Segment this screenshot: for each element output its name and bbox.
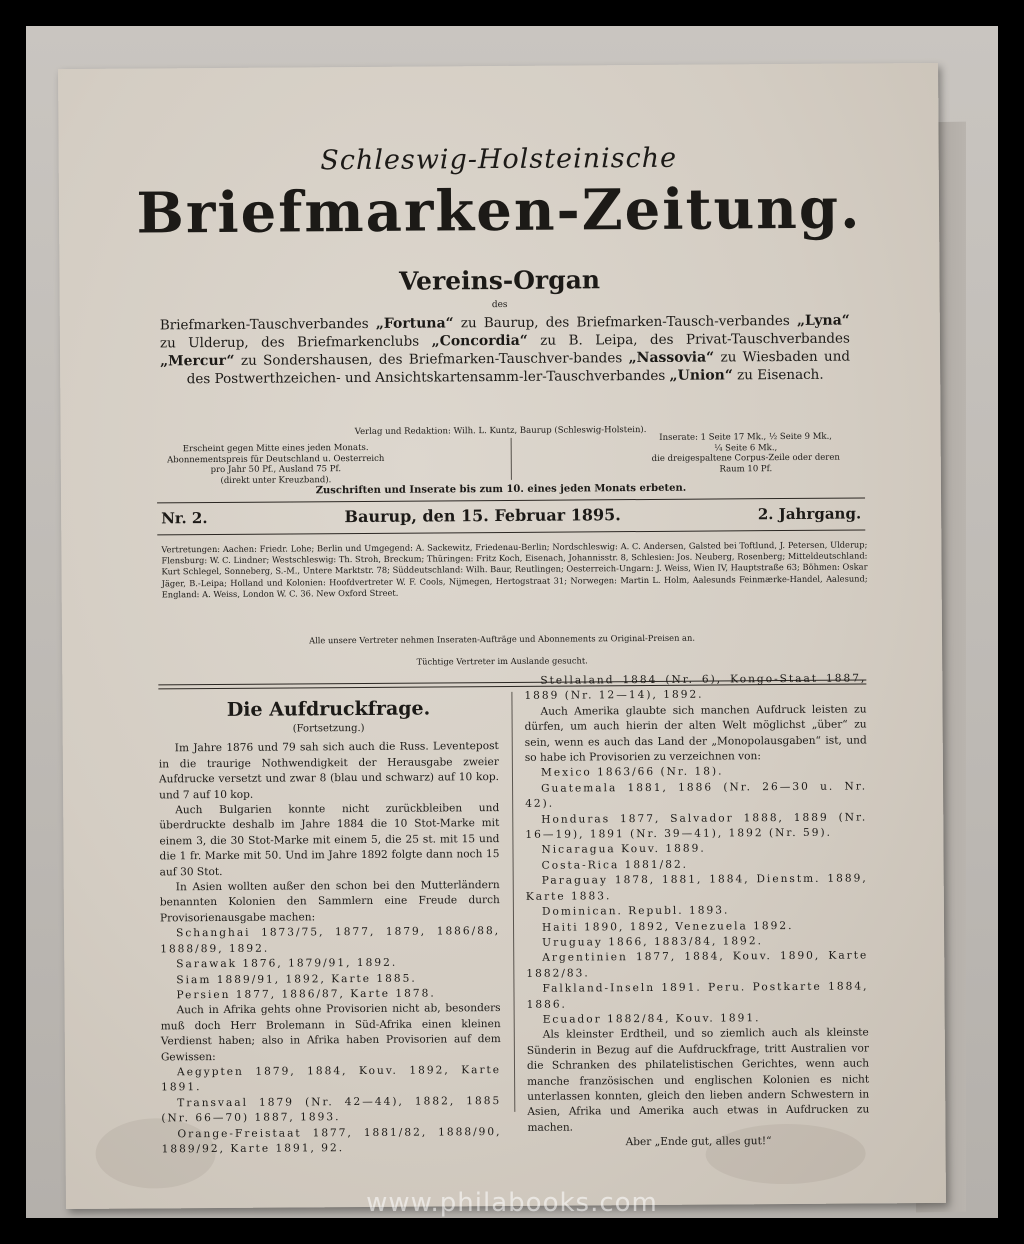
column-divider <box>511 692 515 1112</box>
article-list-entry: Stellaland 1884 (Nr. 6), Kongo-Staat 1887, 1889 (Nr. 12—14), 1892. <box>524 672 867 703</box>
article-list-entry: Uruguay 1866, 1883/84, 1892. <box>542 935 764 949</box>
org-lyna: „Lyna“ <box>796 312 850 329</box>
newspaper-page <box>58 63 946 1209</box>
note-line: ¼ Seite 6 Mk., <box>714 442 778 454</box>
org-text-part: zu Eisenach. <box>737 366 824 384</box>
article-list-entry: Persien 1877, 1886/87, Karte 1878. <box>176 987 436 1002</box>
rule-top <box>157 497 865 503</box>
org-text-part: zu Ulderup, des Briefmarkenclubs <box>159 333 420 352</box>
article-list-entry: Argentinien 1877, 1884, Kouv. 1890, Karte 1882/83. <box>526 949 869 980</box>
issue-number: Nr. 2. <box>161 509 208 528</box>
article-column-right <box>524 671 869 1151</box>
org-concordia: „Concordia“ <box>431 332 528 350</box>
article-list-entry: Mexico 1863/66 (Nr. 18). <box>540 765 724 780</box>
article-list-entry: Transvaal 1879 (Nr. 42—44), 1882, 1885 (Nr. 66—70) 1887, 1893. <box>161 1094 502 1125</box>
article-list-entry: Schanghai 1873/75, 1877, 1879, 1886/88, 1888/89, 1892. <box>160 925 501 956</box>
article-paragraph: Im Jahre 1876 und 79 sah sich auch die Russ. Leventepost in die traurige Nothwendigkeit der Herausgabe zweier Aufdrucke versetzt und zwar 8 (blau und schwarz) auf 10 kop. und 7 auf 10 kop. <box>158 740 500 802</box>
masthead-title: Briefmarken-Zeitung. <box>136 175 862 247</box>
article-list-entry: Siam 1889/91, 1892, Karte 1885. <box>176 972 417 986</box>
org-text-part: zu Sondershausen, des Briefmarken-Tauschver-bandes <box>240 350 623 369</box>
article-list-entry: Haiti 1890, 1892, Venezuela 1892. <box>541 919 794 934</box>
issue-volume: 2. Jahrgang. <box>757 504 862 524</box>
watermark: www.philabooks.com <box>366 1188 658 1218</box>
article-paragraph: Auch in Afrika gehts ohne Provisorien nicht ab, besonders muß doch Herr Brolemann in Süd-Afrika einen kleinen Verdienst haben; also in Afrika haben Provisorien auf dem Gewissen: <box>160 1002 501 1063</box>
advert-rates-note <box>621 431 871 475</box>
article-list-entry: Nicaragua Kouv. 1889. <box>541 843 706 857</box>
article-column-left <box>158 696 501 1158</box>
article-closing: Aber „Ende gut, alles gut!“ <box>625 1135 772 1149</box>
note-line: Raum 10 Pf. <box>719 463 773 474</box>
des-label: des <box>491 299 508 311</box>
org-text-part: Briefmarken-Tauschverbandes <box>159 315 369 334</box>
notice-wanted: Tüchtige Vertreter im Auslande gesucht. <box>416 655 588 667</box>
article-list-entry: Guatemala 1881, 1886 (Nr. 26—30 u. Nr. 42). <box>525 780 868 811</box>
issue-line <box>161 503 861 527</box>
org-nassovia: „Nassovia“ <box>628 349 715 367</box>
org-text-part: zu Wiesbaden und des Postwerthzeichen- und Ansichtskartensamm-ler-Tauschverbandes <box>186 348 851 388</box>
article-list-entry: Costa-Rica 1881/82. <box>541 858 689 872</box>
publisher-line: Verlag und Redaktion: Wilh. L. Kuntz, Baurup (Schleswig-Holstein). <box>354 424 647 438</box>
article-list-entry: Orange-Freistaat 1877, 1881/82, 1888/90, 1889/92, Karte 1891, 92. <box>161 1125 502 1156</box>
notice-representatives: Alle unsere Vertreter nehmen Inseraten-Aufträge und Abonnements zu Original-Preisen an. <box>309 632 696 646</box>
note-line: Inserate: 1 Seite 17 Mk., ½ Seite 9 Mk., <box>659 431 832 443</box>
org-text-part: zu Baurup, des Briefmarken-Tausch-verbandes <box>460 312 790 332</box>
photograph-background <box>26 26 998 1218</box>
rule-bottom <box>157 529 865 535</box>
header-divider <box>511 438 512 480</box>
article-paragraph: In Asien wollten außer den schon bei den Mutterländern benannten Kolonien den Sammlern eine Freude durch Provisorienausgabe machen: <box>159 879 500 925</box>
article-list-entry: Ecuador 1882/84, Kouv. 1891. <box>542 1012 761 1026</box>
note-line: (direkt unter Kreuzband). <box>220 474 332 486</box>
org-union: „Union“ <box>669 367 733 384</box>
submission-note: Zuschriften und Inserate bis zum 10. eines jeden Monats erbeten. <box>315 482 687 497</box>
issue-date: Baurup, den 15. Februar 1895. <box>344 505 621 527</box>
article-paragraph: Auch Amerika glaubte sich manchen Aufdruck leisten zu dürfen, um auch hierin der alten Welt möglichst „über“ zu sein, wenn es auch das Land der „Monopolausgaben“ ist, und so habe ich Provisorien zu verzeichnen von: <box>524 703 867 764</box>
note-line: pro Jahr 50 Pf., Ausland 75 Pf. <box>210 464 342 476</box>
masthead-subtitle: Schleswig-Holsteinische <box>320 142 678 177</box>
note-line: die dreigespaltene Corpus-Zeile oder deren <box>651 452 840 464</box>
note-line: Abonnementspreis für Deutschland u. Oesterreich <box>167 453 385 465</box>
organ-heading: Vereins-Organ <box>398 265 601 296</box>
subscription-note <box>161 443 391 487</box>
article-list-entry: Aegypten 1879, 1884, Kouv. 1892, Karte 1891. <box>161 1063 502 1094</box>
org-mercur: „Mercur“ <box>160 352 235 370</box>
article-list-entry: Paraguay 1878, 1881, 1884, Dienstm. 1889, Karte 1883. <box>525 872 868 903</box>
org-text-part: zu B. Leipa, des Privat-Tauschverbandes <box>540 330 851 349</box>
article-list-entry: Falkland-Inseln 1891. Peru. Postkarte 1884, 1886. <box>526 980 869 1011</box>
article-title: Die Aufdruckfrage. <box>226 697 431 721</box>
article-list-entry: Sarawak 1876, 1879/91, 1892. <box>176 956 398 971</box>
article-paragraph: Als kleinster Erdtheil, und so ziemlich auch als kleinste Sünderin in Bezug auf die Aufdruckfrage, tritt Australien vor die Schranken des philatelistischen Gerichtes, wenn auch manche französischen und englischen Kolonien es nicht unterlassen konnten, gleich den lieben andern Schwestern in Asien, Afrika und Amerika auch etwas in Aufdrucken zu machen. <box>526 1026 870 1134</box>
article-subtitle: (Fortsetzung.) <box>292 722 365 735</box>
representatives-block: Vertretungen: Aachen: Friedr. Lohe; Berlin und Umgegend: A. Sackewitz, Friedenau-Berlin; Nordschleswig: A. C. Andersen, Galsted bei Toftlund, J. Petersen, Ulderup; Flensburg: W. C. Lindner; Westschleswig: Th. Stroh, Breckum; Thüringen: Fritz Koch, Eisenach, Johannisstr. 8, Schlesien: Jos. Neuberg, Rosenberg; Mitteldeutschland: Kurt Schlegel, Sonneberg, S.-M., Untere Marktstr. 78; Süddeutschland: Wilh. Baur, Reutlingen; Oesterreich-Ungarn: J. Weiss, Wien IV, Hauptstraße 63; Böhmen: Oskar Jäger, B.-Leipa; Holland und Kolonien: Hoofdvertreter W. F. Cools, Nijmegen, Hertogstraat 31; Norwegen: Martin L. Holm, Aalesunds Feinmærke-Handel, Aalesund; England: A. Weiss, London W. C. 36. New Oxford Street. <box>161 539 868 600</box>
article-paragraph: Auch Bulgarien konnte nicht zurückbleiben und überdruckte deshalb im Jahre 1884 die 10 Stot-Marke mit einem 3, die 30 Stot-Marke mit einem 5, die 25 st. mit 15 und die 1 fr. Marke mit 50. Und im Jahre 1892 folgte dann noch 15 auf 30 Stot. <box>159 802 500 879</box>
note-line: Erscheint gegen Mitte eines jeden Monats. <box>182 442 369 455</box>
org-fortuna: „Fortuna“ <box>375 315 454 332</box>
article-list-entry: Honduras 1877, Salvador 1888, 1889 (Nr. 16—19), 1891 (Nr. 39—41), 1892 (Nr. 59). <box>525 811 868 841</box>
organizations-paragraph <box>160 312 850 389</box>
article-list-entry: Dominican. Republ. 1893. <box>541 904 730 918</box>
